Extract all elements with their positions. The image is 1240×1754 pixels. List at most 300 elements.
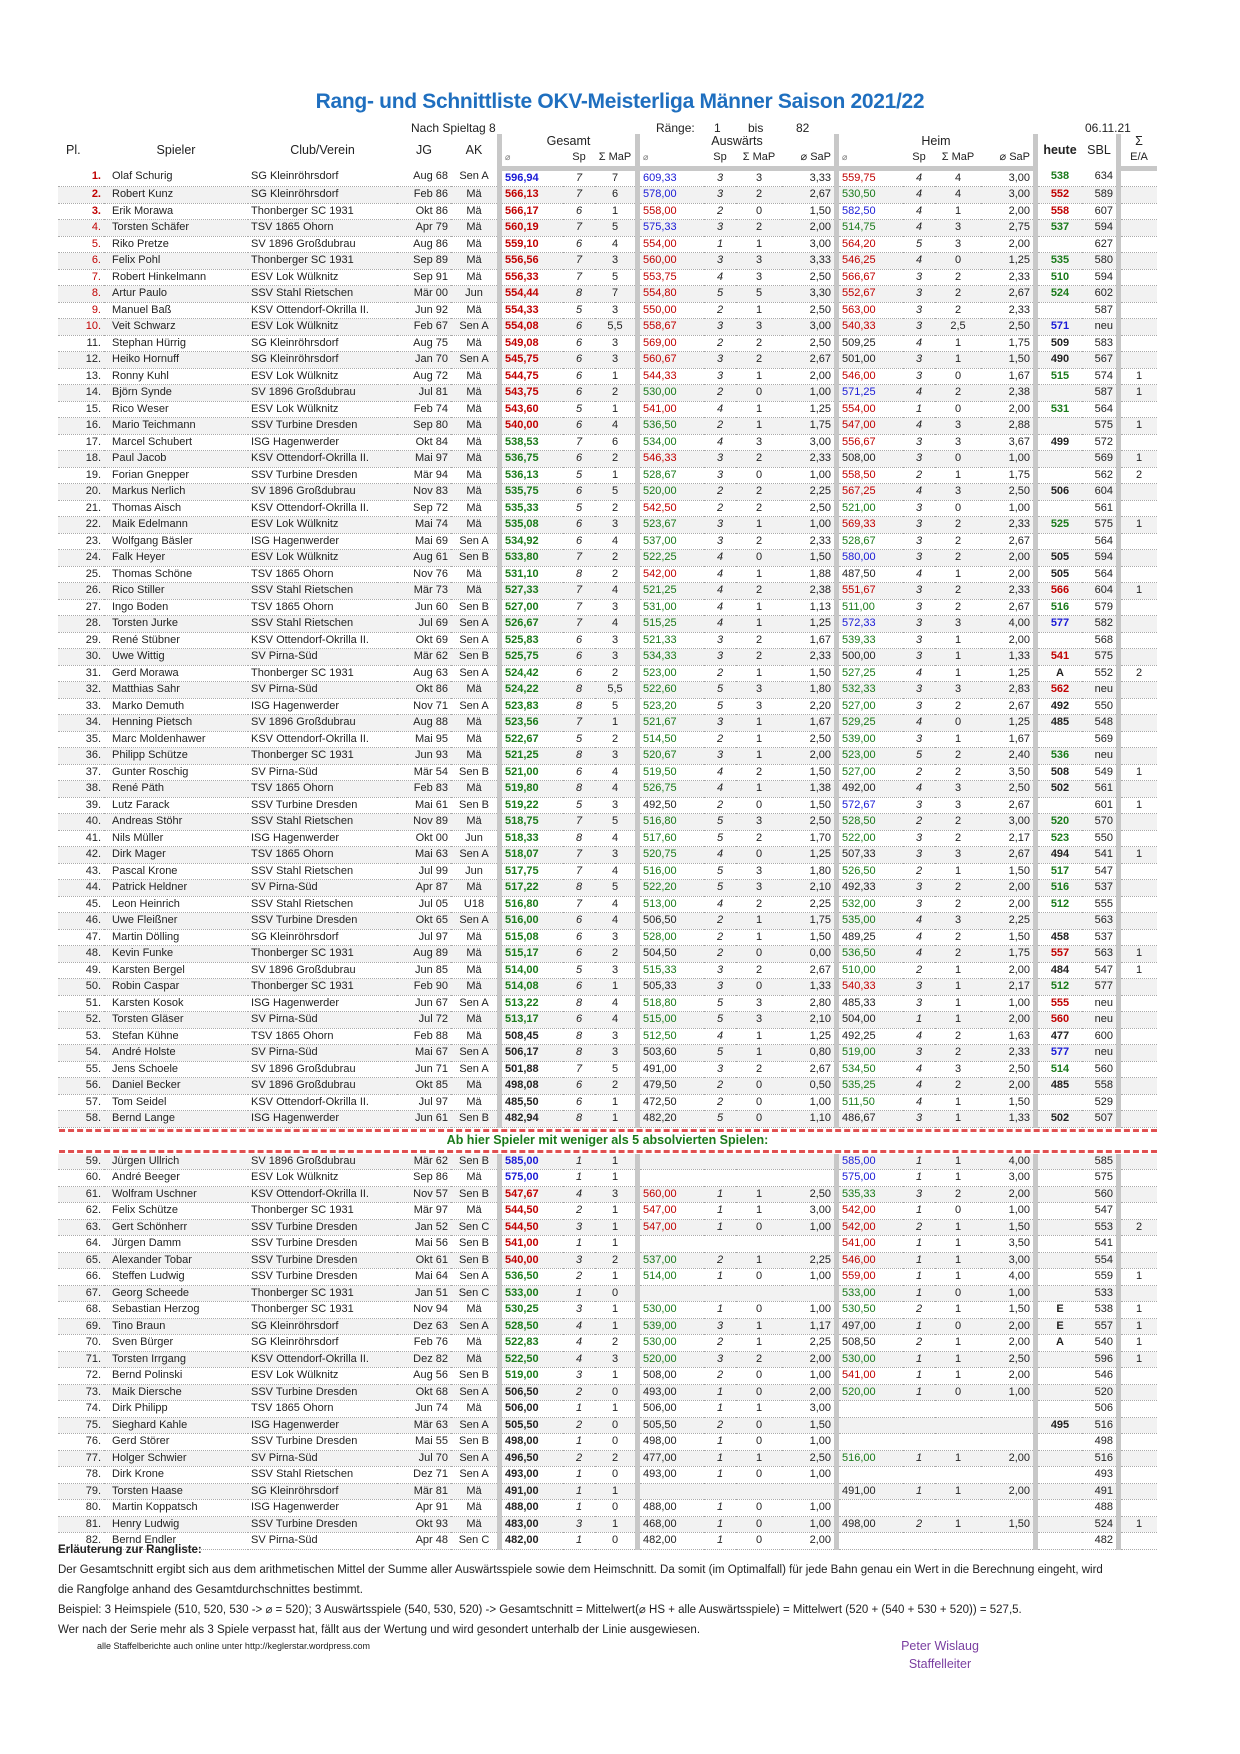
cell-aus-avg: 518,80 — [638, 995, 705, 1012]
table-row — [58, 1285, 1157, 1302]
cell-ak: Mä — [451, 253, 500, 270]
cell-club: ISG Hagenwerder — [248, 1111, 397, 1128]
cell-heim-sap: 1,50 — [981, 929, 1036, 946]
cell-aus-avg: 516,80 — [638, 814, 705, 831]
cell-aus-map: 0 — [736, 847, 782, 864]
cell-gesamt-avg: 522,83 — [500, 1335, 564, 1352]
cell-gesamt-sp: 7 — [563, 583, 595, 600]
cell-heim-sp: 1 — [903, 1384, 935, 1401]
cell-aus-map: 1 — [736, 1450, 782, 1467]
cell-heim-sp: 1 — [903, 1269, 935, 1286]
cell-gesamt-sp: 1 — [563, 1483, 595, 1500]
table-row — [58, 319, 1157, 336]
cell-club: SSV Stahl Rietschen — [248, 286, 397, 303]
cell-aus-sp: 2 — [704, 1368, 736, 1385]
table-row — [58, 1219, 1157, 1236]
cell-gesamt-sp: 6 — [563, 632, 595, 649]
cell-pl: 63. — [58, 1219, 104, 1236]
cell-gesamt-map: 0 — [595, 1467, 638, 1484]
cell-aus-sap: 2,67 — [782, 962, 837, 979]
cell-gesamt-map: 1 — [595, 1516, 638, 1533]
cell-club: SSV Turbine Dresden — [248, 418, 397, 435]
cell-heim-avg: 559,00 — [837, 1269, 904, 1286]
cell-heim-map: 2 — [935, 385, 981, 402]
cell-jg: Mai 56 — [397, 1236, 451, 1253]
cell-aus-map: 0 — [736, 467, 782, 484]
cell-aus-map: 0 — [736, 1078, 782, 1095]
cell-heim-sap: 1,50 — [981, 1219, 1036, 1236]
table-row — [58, 187, 1157, 204]
cell-aus-map: 0 — [736, 203, 782, 220]
cell-aus-avg: 505,33 — [638, 979, 705, 996]
cell-pl: 42. — [58, 847, 104, 864]
cell-heim-map — [935, 1434, 981, 1451]
cell-aus-sp: 4 — [704, 401, 736, 418]
cell-aus-map: 1 — [736, 1028, 782, 1045]
cell-aus-sap: 3,00 — [782, 319, 837, 336]
cell-heim-map: 1 — [935, 335, 981, 352]
cell-heim-map: 3 — [935, 616, 981, 633]
cell-heim-sap: 1,75 — [981, 946, 1036, 963]
cell-club: SSV Stahl Rietschen — [248, 583, 397, 600]
cell-heim-sap: 1,67 — [981, 731, 1036, 748]
cell-club: KSV Ottendorf-Okrilla II. — [248, 1094, 397, 1111]
cell-heim-sap: 1,25 — [981, 715, 1036, 732]
cell-sbl: 558 — [1082, 1078, 1119, 1095]
cell-heim-sp: 1 — [903, 1285, 935, 1302]
cell-heim-sp: 1 — [903, 1318, 935, 1335]
cell-aus-sap: 2,33 — [782, 533, 837, 550]
cell-heim-sap: 1,50 — [981, 1516, 1036, 1533]
cell-ea — [1119, 352, 1158, 369]
cell-aus-sp: 3 — [704, 1318, 736, 1335]
cell-club: Thonberger SC 1931 — [248, 253, 397, 270]
cell-spieler: Wolfram Uschner — [104, 1186, 248, 1203]
cell-heim-map: 2 — [935, 599, 981, 616]
header-gesamt: Gesamt — [500, 134, 638, 150]
cell-heute: 562 — [1036, 682, 1083, 699]
cell-aus-sap: 1,88 — [782, 566, 837, 583]
cell-heim-sp: 4 — [903, 253, 935, 270]
cell-aus-sp: 2 — [704, 946, 736, 963]
cell-aus-map: 3 — [736, 253, 782, 270]
cell-heim-map: 2 — [935, 1045, 981, 1062]
cell-ak: Mä — [451, 484, 500, 501]
cell-aus-sap: 2,20 — [782, 698, 837, 715]
cell-ak: Sen A — [451, 913, 500, 930]
cell-heute — [1036, 1170, 1083, 1187]
cell-aus-sap: 3,00 — [782, 1401, 837, 1418]
cell-heute — [1036, 632, 1083, 649]
cell-heim-sp: 4 — [903, 203, 935, 220]
cell-heim-sap: 2,38 — [981, 385, 1036, 402]
cell-pl: 67. — [58, 1285, 104, 1302]
cell-jg: Jan 52 — [397, 1219, 451, 1236]
cell-ak: Sen A — [451, 1045, 500, 1062]
cell-ak: Mä — [451, 946, 500, 963]
cell-aus-avg: 534,00 — [638, 434, 705, 451]
header-gesamt-map: Σ MaP — [595, 150, 638, 169]
raenge-label: Ränge: — [656, 121, 695, 135]
cell-heim-avg — [837, 1500, 904, 1517]
cell-pl: 35. — [58, 731, 104, 748]
cell-aus-sap: 1,50 — [782, 665, 837, 682]
cell-pl: 26. — [58, 583, 104, 600]
cell-aus-sap: 1,50 — [782, 550, 837, 567]
cell-aus-avg: 542,00 — [638, 566, 705, 583]
cell-gesamt-map: 1 — [595, 1154, 638, 1170]
cell-aus-map: 1 — [736, 1203, 782, 1220]
cell-ak: Sen B — [451, 1186, 500, 1203]
cell-pl: 17. — [58, 434, 104, 451]
cell-aus-sp: 3 — [704, 632, 736, 649]
cell-sbl: 524 — [1082, 1516, 1119, 1533]
cell-aus-avg: 536,50 — [638, 418, 705, 435]
cell-heute: 512 — [1036, 979, 1083, 996]
cell-gesamt-avg: 535,08 — [500, 517, 564, 534]
cell-pl: 53. — [58, 1028, 104, 1045]
cell-club: SSV Stahl Rietschen — [248, 616, 397, 633]
cell-heim-avg: 556,67 — [837, 434, 904, 451]
cell-aus-sap: 1,80 — [782, 682, 837, 699]
cell-pl: 16. — [58, 418, 104, 435]
cell-aus-sp: 4 — [704, 847, 736, 864]
cell-heim-avg: 567,25 — [837, 484, 904, 501]
cell-jg: Okt 65 — [397, 913, 451, 930]
cell-heute — [1036, 533, 1083, 550]
cell-heim-sap: 2,50 — [981, 319, 1036, 336]
cell-spieler: Thomas Schöne — [104, 566, 248, 583]
cell-heim-sp — [903, 1417, 935, 1434]
cell-club: TSV 1865 Ohorn — [248, 566, 397, 583]
cell-pl: 22. — [58, 517, 104, 534]
cell-ak: Mä — [451, 302, 500, 319]
cell-heute: 510 — [1036, 269, 1083, 286]
cell-gesamt-map: 3 — [595, 748, 638, 765]
cell-jg: Jan 70 — [397, 352, 451, 369]
cell-pl: 18. — [58, 451, 104, 468]
cell-aus-map: 2 — [736, 1351, 782, 1368]
cell-sbl: 560 — [1082, 1061, 1119, 1078]
cell-gesamt-avg: 535,75 — [500, 484, 564, 501]
cell-jg: Jun 71 — [397, 1061, 451, 1078]
cell-gesamt-map: 2 — [595, 385, 638, 402]
cell-heim-avg: 532,33 — [837, 682, 904, 699]
cell-pl: 64. — [58, 1236, 104, 1253]
cell-sbl: 564 — [1082, 566, 1119, 583]
cell-jg: Feb 86 — [397, 187, 451, 204]
cell-aus-sap: 3,00 — [782, 236, 837, 253]
cell-aus-sap: 1,67 — [782, 632, 837, 649]
cell-sbl: 561 — [1082, 500, 1119, 517]
cell-gesamt-map: 2 — [595, 566, 638, 583]
cell-club: ISG Hagenwerder — [248, 1417, 397, 1434]
cell-heute — [1036, 1384, 1083, 1401]
cell-heim-map: 0 — [935, 1203, 981, 1220]
cell-gesamt-avg: 528,50 — [500, 1318, 564, 1335]
cell-jg: Nov 83 — [397, 484, 451, 501]
cell-heim-map: 1 — [935, 1154, 981, 1170]
cell-gesamt-map: 1 — [595, 1219, 638, 1236]
cell-gesamt-avg: 515,17 — [500, 946, 564, 963]
header-ak: AK — [465, 143, 483, 158]
cell-heute: 538 — [1036, 168, 1083, 187]
cell-sbl: 585 — [1082, 1154, 1119, 1170]
cell-spieler: Andreas Stöhr — [104, 814, 248, 831]
cell-heim-map: 1 — [935, 352, 981, 369]
cell-jg: Okt 61 — [397, 1252, 451, 1269]
cell-spieler: Martin Koppatsch — [104, 1500, 248, 1517]
cell-gesamt-sp: 8 — [563, 995, 595, 1012]
cell-heim-sp: 2 — [903, 1302, 935, 1319]
cell-gesamt-avg: 538,53 — [500, 434, 564, 451]
cell-club: ESV Lok Wülknitz — [248, 319, 397, 336]
header-aus-sap: ⌀ SaP — [782, 150, 837, 169]
cell-heim-avg: 571,25 — [837, 385, 904, 402]
cell-aus-sp: 4 — [704, 269, 736, 286]
cell-aus-sap: 1,10 — [782, 1111, 837, 1128]
cell-heim-sp: 3 — [903, 583, 935, 600]
cell-spieler: Marcel Schubert — [104, 434, 248, 451]
cell-heute — [1036, 451, 1083, 468]
cell-aus-sap: 1,13 — [782, 599, 837, 616]
cell-heim-avg: 539,33 — [837, 632, 904, 649]
cell-gesamt-sp: 8 — [563, 748, 595, 765]
cell-aus-sp: 1 — [704, 1302, 736, 1319]
cell-aus-avg: 530,00 — [638, 1335, 705, 1352]
cell-jg: Aug 68 — [397, 168, 451, 187]
cell-sbl: 587 — [1082, 302, 1119, 319]
cell-sbl: 596 — [1082, 1351, 1119, 1368]
cell-club: Thonberger SC 1931 — [248, 979, 397, 996]
cell-jg: Mär 63 — [397, 1417, 451, 1434]
header-heim: Heim — [837, 134, 1036, 150]
cell-gesamt-sp: 4 — [563, 1335, 595, 1352]
cell-jg: Sep 86 — [397, 1170, 451, 1187]
cell-heim-map: 3 — [935, 484, 981, 501]
cell-aus-map: 2 — [736, 352, 782, 369]
cell-heim-sap: 2,67 — [981, 698, 1036, 715]
cell-ea: 1 — [1119, 764, 1158, 781]
cell-jg: Apr 79 — [397, 220, 451, 237]
cell-aus-sp: 3 — [704, 168, 736, 187]
cell-aus-map: 2 — [736, 187, 782, 204]
cell-ak: Sen B — [451, 797, 500, 814]
cell-jg: Jul 72 — [397, 1012, 451, 1029]
cell-spieler: Tom Seidel — [104, 1094, 248, 1111]
cell-pl: 4. — [58, 220, 104, 237]
cell-heute — [1036, 236, 1083, 253]
cell-aus-avg: 493,00 — [638, 1467, 705, 1484]
header-club: Club/Verein — [290, 143, 355, 158]
cell-gesamt-avg: 517,22 — [500, 880, 564, 897]
cell-gesamt-avg: 536,75 — [500, 451, 564, 468]
cell-gesamt-map: 2 — [595, 550, 638, 567]
cell-club: SV 1896 Großdubrau — [248, 715, 397, 732]
cell-sbl: 583 — [1082, 335, 1119, 352]
cell-jg: Aug 56 — [397, 1368, 451, 1385]
cell-heim-sp: 4 — [903, 187, 935, 204]
cell-heim-map: 2 — [935, 269, 981, 286]
cell-heute — [1036, 1154, 1083, 1170]
cell-club: SSV Turbine Dresden — [248, 1252, 397, 1269]
table-row — [58, 368, 1157, 385]
cell-heim-map: 3 — [935, 434, 981, 451]
cell-ea: 1 — [1119, 418, 1158, 435]
cell-aus-map: 0 — [736, 1434, 782, 1451]
cell-heim-sp: 3 — [903, 434, 935, 451]
cell-ak: Sen A — [451, 319, 500, 336]
cell-aus-map: 0 — [736, 1111, 782, 1128]
cell-aus-sp: 5 — [704, 682, 736, 699]
cell-heim-avg: 530,50 — [837, 1302, 904, 1319]
cell-spieler: Daniel Becker — [104, 1078, 248, 1095]
table-row — [58, 913, 1157, 930]
cell-aus-sp: 1 — [704, 1500, 736, 1517]
cell-club: SSV Stahl Rietschen — [248, 896, 397, 913]
cell-ak: Mä — [451, 418, 500, 435]
cell-heim-avg: 500,00 — [837, 649, 904, 666]
cell-aus-avg: 547,00 — [638, 1219, 705, 1236]
cell-heute — [1036, 1269, 1083, 1286]
cell-sbl: 506 — [1082, 1401, 1119, 1418]
cell-spieler: Björn Synde — [104, 385, 248, 402]
cell-ak: Mä — [451, 781, 500, 798]
cell-heim-avg: 523,00 — [837, 748, 904, 765]
cell-heim-map: 3 — [935, 236, 981, 253]
cell-aus-map: 1 — [736, 517, 782, 534]
cell-heim-map: 1 — [935, 665, 981, 682]
cell-gesamt-avg: 516,00 — [500, 913, 564, 930]
table-row — [58, 896, 1157, 913]
cell-ea — [1119, 168, 1158, 187]
cell-heim-sp: 1 — [903, 1450, 935, 1467]
table-row — [58, 1434, 1157, 1451]
cell-aus-avg: 554,00 — [638, 236, 705, 253]
cell-heim-avg: 527,00 — [837, 764, 904, 781]
cell-pl: 9. — [58, 302, 104, 319]
spieltag-label: Nach Spieltag 8 — [411, 121, 496, 135]
cell-aus-sap: 1,50 — [782, 203, 837, 220]
footer-line-2: die Rangfolge anhand des Gesamtdurchschnittes bestimmt. — [58, 1584, 363, 1596]
cell-ak: Sen A — [451, 1318, 500, 1335]
cell-heim-sap: 2,88 — [981, 418, 1036, 435]
cell-ea — [1119, 830, 1158, 847]
cell-aus-sap: 2,50 — [782, 731, 837, 748]
cell-gesamt-sp: 1 — [563, 1533, 595, 1550]
table-row — [58, 484, 1157, 501]
cell-heim-map: 0 — [935, 1318, 981, 1335]
cell-aus-sp: 2 — [704, 1094, 736, 1111]
cell-pl: 61. — [58, 1186, 104, 1203]
cell-heim-avg: 540,33 — [837, 319, 904, 336]
cell-heim-sap: 1,75 — [981, 467, 1036, 484]
cell-ak: Mä — [451, 962, 500, 979]
cell-ea — [1119, 1434, 1158, 1451]
cell-aus-map: 1 — [736, 913, 782, 930]
cell-aus-avg: 546,33 — [638, 451, 705, 468]
cell-gesamt-sp: 1 — [563, 1154, 595, 1170]
cell-heim-sap: 3,50 — [981, 1236, 1036, 1253]
cell-spieler: Uwe Wittig — [104, 649, 248, 666]
cell-aus-sp: 2 — [704, 1078, 736, 1095]
cell-gesamt-map: 1 — [595, 1203, 638, 1220]
cell-aus-sp: 3 — [704, 368, 736, 385]
cell-aus-sp: 3 — [704, 451, 736, 468]
cell-aus-map: 1 — [736, 781, 782, 798]
header-jg: JG — [416, 143, 432, 158]
cell-aus-sap — [782, 1285, 837, 1302]
cell-heim-sap: 1,25 — [981, 665, 1036, 682]
cell-ak: Mä — [451, 682, 500, 699]
cell-aus-sp: 3 — [704, 715, 736, 732]
table-row — [58, 995, 1157, 1012]
cell-gesamt-map: 1 — [595, 1483, 638, 1500]
cell-club: SV 1896 Großdubrau — [248, 962, 397, 979]
cell-aus-sap: 2,00 — [782, 1384, 837, 1401]
cell-ak: Sen A — [451, 352, 500, 369]
cell-heim-sap: 2,67 — [981, 286, 1036, 303]
cell-gesamt-sp: 8 — [563, 1045, 595, 1062]
cell-ea — [1119, 929, 1158, 946]
table-row — [58, 1450, 1157, 1467]
cell-gesamt-map: 4 — [595, 830, 638, 847]
cell-heim-avg: 489,25 — [837, 929, 904, 946]
cell-heim-map: 3 — [935, 913, 981, 930]
cell-aus-map: 0 — [736, 1467, 782, 1484]
cell-jg: Jun 93 — [397, 748, 451, 765]
cell-spieler: Holger Schwier — [104, 1450, 248, 1467]
cell-heim-avg: 542,00 — [837, 1219, 904, 1236]
cell-aus-sp: 5 — [704, 863, 736, 880]
cell-heim-sp: 2 — [903, 814, 935, 831]
cell-gesamt-sp: 4 — [563, 1318, 595, 1335]
cell-ea — [1119, 1154, 1158, 1170]
table-row — [58, 500, 1157, 517]
cell-heim-avg: 508,50 — [837, 1335, 904, 1352]
cell-ea — [1119, 500, 1158, 517]
cell-spieler: Philipp Schütze — [104, 748, 248, 765]
cell-gesamt-map: 1 — [595, 1302, 638, 1319]
cell-aus-map: 1 — [736, 566, 782, 583]
cell-ea — [1119, 203, 1158, 220]
cell-ea — [1119, 1170, 1158, 1187]
table-row — [58, 1335, 1157, 1352]
table-row — [58, 1012, 1157, 1029]
cell-heim-map: 2 — [935, 830, 981, 847]
cell-heute: 485 — [1036, 715, 1083, 732]
cell-ak: Mä — [451, 814, 500, 831]
cell-ea — [1119, 632, 1158, 649]
cell-heim-avg: 507,33 — [837, 847, 904, 864]
cell-aus-sp: 3 — [704, 533, 736, 550]
cell-gesamt-map: 5 — [595, 880, 638, 897]
cell-aus-sap: 0,80 — [782, 1045, 837, 1062]
cell-gesamt-sp: 3 — [563, 1368, 595, 1385]
cell-heim-avg: 501,00 — [837, 352, 904, 369]
cell-ak: Mä — [451, 929, 500, 946]
cell-heute: 524 — [1036, 286, 1083, 303]
cell-ea — [1119, 1111, 1158, 1128]
table-row — [58, 253, 1157, 270]
cell-heute: 516 — [1036, 880, 1083, 897]
cell-gesamt-avg: 521,25 — [500, 748, 564, 765]
cell-aus-avg: 520,00 — [638, 1351, 705, 1368]
cell-gesamt-avg: 498,00 — [500, 1434, 564, 1451]
cell-aus-map: 1 — [736, 731, 782, 748]
cell-jg: Mär 94 — [397, 467, 451, 484]
cell-aus-map: 0 — [736, 1269, 782, 1286]
